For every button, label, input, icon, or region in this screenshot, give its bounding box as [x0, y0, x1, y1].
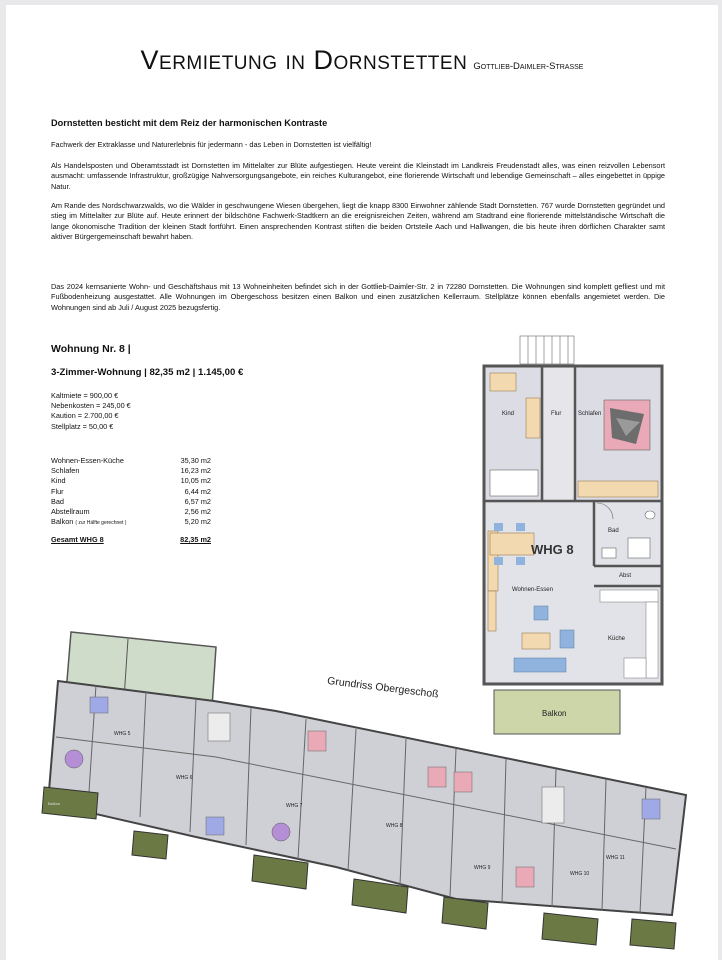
title-sub: Gottlieb-Daimler-Strasse [473, 61, 584, 72]
kid-bed-icon [490, 470, 538, 496]
room-area: 6,57 m2 [184, 496, 211, 506]
bathtub-icon [628, 538, 650, 558]
room-row [51, 497, 211, 507]
room-note: ( zur Hälfte gerechnet ) [75, 520, 127, 527]
cost-item: Kaltmiete = 900,00 € [51, 391, 119, 400]
room-row [51, 456, 211, 466]
title-main: Vermietung in Dornstetten [140, 45, 468, 75]
room-row [51, 507, 211, 517]
intro-paragraph-4: Das 2024 kernsanierte Wohn- und Geschäftshaus mit 13 Wohneinheiten befindet sich in der Gottlieb-Daimler-Str. 2 in 72280 Dornstetten. Die Wohnungen sind komplett gefliest und mit Fußbodenheizung ausgestattet. Alle Wohnungen im Obergeschoss besitzen einen Balkon und einen zusätzlichen Kellerraum. Stellplätze können ebenfalls angemietet werden. Die Wohnungen sind ab Juli / August 2025 bezugsfertig. [51, 282, 665, 312]
plan-label-whg: WHG 8 [531, 542, 574, 557]
page-title [6, 45, 718, 76]
site-label-whg7: WHG 7 [286, 803, 303, 809]
apartment-subtitle: 3-Zimmer-Wohnung | 82,35 m2 | 1.145,00 € [51, 367, 244, 378]
plan-label-abst: Abst [619, 573, 632, 579]
room-row [51, 487, 211, 497]
room-area: 16,23 m2 [180, 466, 211, 476]
plan-label-kueche: Küche [608, 636, 626, 642]
room-name: Bad [51, 496, 64, 506]
site-label-whg5: WHG 5 [114, 731, 131, 737]
intro-paragraph-1: Fachwerk der Extraklasse und Naturerlebnis für jedermann - das Leben in Dornstetten ist vielfältig! [51, 140, 372, 149]
room-row [51, 517, 211, 528]
ground-plan-caption: Grundriss Obergeschoß [326, 675, 440, 701]
room-name: Abstellraum [51, 507, 90, 517]
plan-label-wohnen: Wohnen-Essen [512, 587, 553, 593]
room-area: 35,30 m2 [180, 456, 211, 465]
intro-paragraph-3: Am Rande des Nordschwarzwalds, wo die Wälder in geschwungene Wiesen übergehen, liegt die knapp 8300 Einwohner zählende Stadt Dornstetten. 767 wurde Dornstetten gegründet und stieg im Mittelalter zur Blüte auf. Heute erinnert der bildschöne Fachwerk-Stadtkern an die ereignisreichen Zeiten, während am Stadtrand eine florierende mittelständische Wirtschaft die lange ökonomische Tradition der kleinen Stadt fortführt. Einen ansprechenden Kontrast stiften die beiden Ortsteile Aach und Hallwangen, die bis heute ihren dörflichen Charakter samt aktiver Bürgergemeinschaft bewahrt haben. [51, 201, 665, 241]
room-name: Kind [51, 476, 66, 486]
cost-item: Stellplatz = 50,00 € [51, 421, 114, 431]
room-name: Flur [51, 486, 64, 496]
room-row [51, 476, 211, 486]
cost-list [51, 391, 131, 432]
intro-heading: Dornstetten besticht mit dem Reiz der harmonischen Kontraste [51, 118, 328, 128]
site-label-balkon: Balkon [48, 801, 61, 806]
room-row [51, 466, 211, 476]
plan-label-schlafen: Schlafen [578, 411, 602, 417]
room-area: 2,56 m2 [184, 507, 211, 517]
plan-label-balkon: Balkon [542, 709, 567, 718]
room-area: 5,20 m2 [184, 517, 211, 527]
plan-label-bad: Bad [608, 528, 619, 534]
room-area: 6,44 m2 [184, 486, 211, 496]
intro-paragraph-2: Als Handelsposten und Oberamtsstadt ist Dornstetten im Mittelalter zur Blüte aufgestiegen. Heute vereint die Kleinstadt im Landkreis Freudenstadt alles, was einen reizvollen Lebensort ausmacht: umfassende Infrastruktur, großzügige Nahversorgungsangebote, ein reiches Kulturangebot, eine florierende Wirtschaft und lebendige Gemeinschaft – alles eingebettet in üppige Natur. [51, 161, 665, 191]
room-name: Balkon [51, 517, 74, 527]
apartment-title: Wohnung Nr. 8 | [51, 343, 131, 355]
room-area-table [51, 456, 211, 546]
cost-item: Kaution = 2.700,00 € [51, 411, 119, 421]
total-label: Gesamt WHG 8 [51, 535, 104, 545]
sink-icon [602, 548, 616, 558]
cost-item: Nebenkosten = 245,00 € [51, 401, 131, 411]
plan-label-kind: Kind [502, 411, 515, 417]
document-page [6, 5, 718, 960]
site-label-whg9: WHG 9 [474, 865, 491, 871]
room-name: Wohnen-Essen-Küche [51, 456, 124, 465]
site-label-whg8: WHG 8 [386, 823, 403, 829]
toilet-icon [645, 511, 655, 519]
total-row [51, 535, 211, 545]
total-area: 82,35 m2 [180, 535, 211, 545]
building-floor-plan [36, 627, 696, 960]
room-area: 10,05 m2 [180, 476, 211, 486]
room-name: Schlafen [51, 466, 80, 476]
site-label-whg11: WHG 11 [606, 855, 625, 861]
site-label-whg6: WHG 6 [176, 775, 193, 781]
site-label-whg10: WHG 10 [570, 871, 590, 877]
plan-label-flur: Flur [551, 411, 562, 417]
double-bed-icon [604, 400, 650, 450]
